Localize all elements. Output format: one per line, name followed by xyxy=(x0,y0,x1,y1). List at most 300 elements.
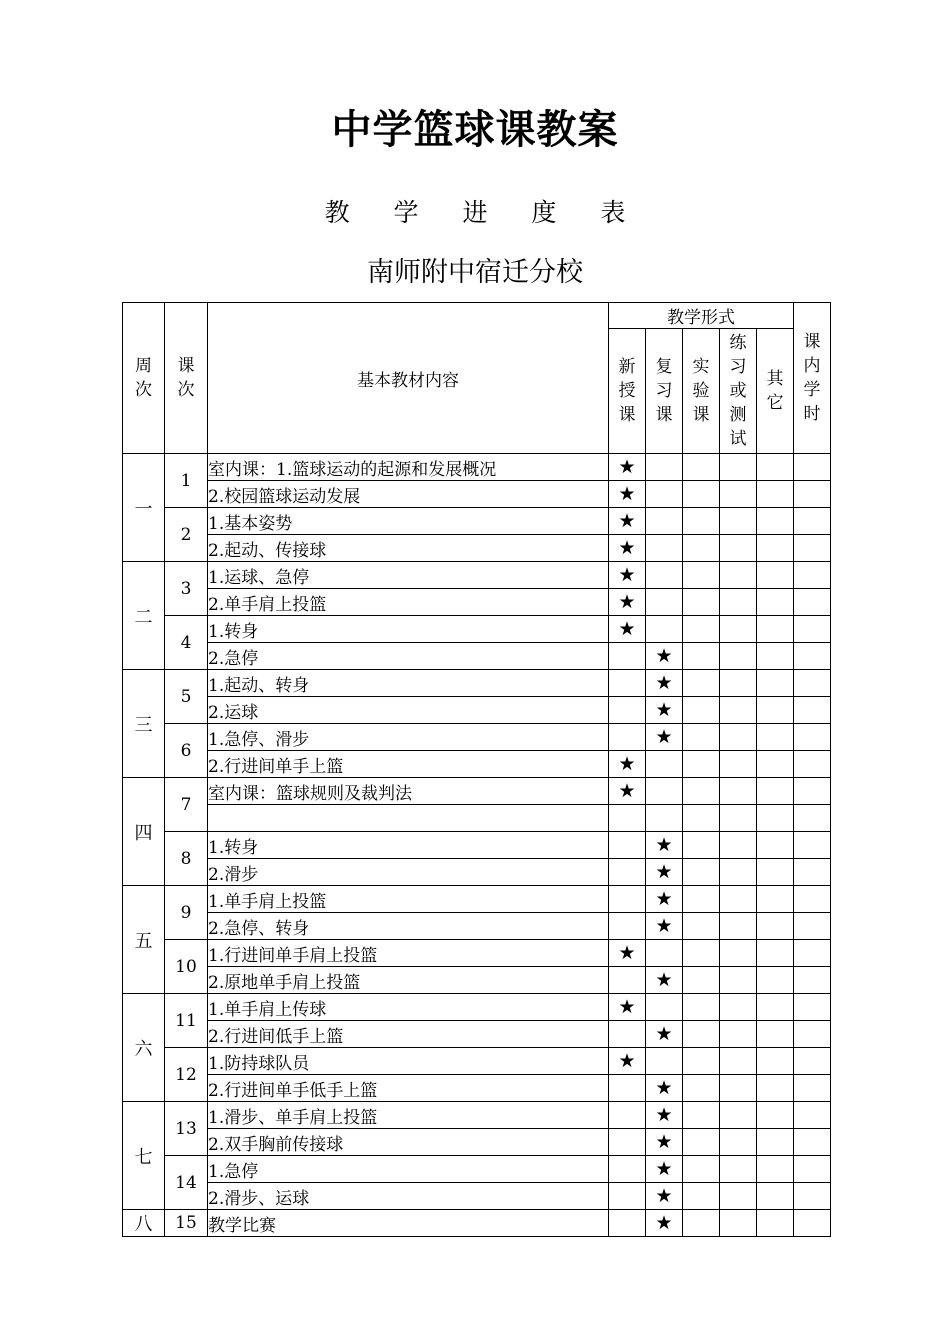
form-mark-cell xyxy=(646,616,683,643)
class-hours-cell xyxy=(794,697,831,724)
form-mark-cell xyxy=(646,967,683,994)
class-hours-cell xyxy=(794,805,831,832)
class-hours-cell xyxy=(794,562,831,589)
form-mark-cell xyxy=(720,670,757,697)
lesson-number-cell: 12 xyxy=(165,1048,208,1102)
page-title: 中学篮球课教案 xyxy=(331,107,619,153)
form-mark-cell xyxy=(720,859,757,886)
star-mark-icon: ★ xyxy=(655,1076,673,1099)
class-hours-cell xyxy=(794,832,831,859)
form-mark-cell xyxy=(720,1102,757,1129)
form-mark-cell xyxy=(757,967,794,994)
form-mark-cell xyxy=(646,1102,683,1129)
vertical-header-text: 练 习 或 测 试 xyxy=(729,333,747,449)
form-mark-cell xyxy=(609,1075,646,1102)
star-mark-icon: ★ xyxy=(655,644,673,667)
form-mark-cell xyxy=(609,508,646,535)
table-body xyxy=(123,454,831,1237)
class-hours-cell xyxy=(794,1183,831,1210)
form-mark-cell xyxy=(683,1183,720,1210)
form-mark-cell xyxy=(609,724,646,751)
form-mark-cell xyxy=(683,1075,720,1102)
class-hours-cell xyxy=(794,535,831,562)
form-mark-cell xyxy=(720,697,757,724)
lesson-number-cell: 5 xyxy=(165,670,208,724)
form-mark-cell xyxy=(646,589,683,616)
form-mark-cell xyxy=(609,913,646,940)
star-mark-icon: ★ xyxy=(655,1211,673,1234)
class-hours-cell xyxy=(794,508,831,535)
form-mark-cell xyxy=(757,697,794,724)
content-cell: 2.急停、转身 xyxy=(208,913,609,940)
content-cell: 2.单手肩上投篮 xyxy=(208,589,609,616)
content-cell: 1.单手肩上传球 xyxy=(208,994,609,1021)
lesson-number-cell: 3 xyxy=(165,562,208,616)
lesson-number-cell: 8 xyxy=(165,832,208,886)
form-mark-cell xyxy=(720,481,757,508)
form-mark-cell xyxy=(609,454,646,481)
form-mark-cell xyxy=(646,562,683,589)
content-cell: 2.双手胸前传接球 xyxy=(208,1129,609,1156)
form-mark-cell xyxy=(646,940,683,967)
content-cell: 教学比赛 xyxy=(208,1210,609,1237)
content-cell: 1.基本姿势 xyxy=(208,508,609,535)
content-cell: 2.行进间单手上篮 xyxy=(208,751,609,778)
week-cell: 五 xyxy=(123,886,165,994)
table-row xyxy=(123,1075,831,1102)
form-mark-cell xyxy=(720,940,757,967)
vertical-header-text: 实 验 课 xyxy=(692,357,710,425)
form-mark-cell xyxy=(646,1210,683,1237)
form-mark-cell xyxy=(609,1021,646,1048)
form-mark-cell xyxy=(720,454,757,481)
lesson-number-cell: 11 xyxy=(165,994,208,1048)
form-mark-cell xyxy=(646,724,683,751)
form-mark-cell xyxy=(720,535,757,562)
vertical-header-text: 周 次 xyxy=(135,356,152,400)
form-mark-cell xyxy=(720,1048,757,1075)
table-row xyxy=(123,1129,831,1156)
form-mark-cell xyxy=(757,1021,794,1048)
content-cell: 2.运球 xyxy=(208,697,609,724)
teaching-schedule-table xyxy=(122,302,831,1237)
form-mark-cell xyxy=(646,535,683,562)
form-mark-cell xyxy=(646,697,683,724)
form-mark-cell xyxy=(720,643,757,670)
form-mark-cell xyxy=(683,1210,720,1237)
table-header xyxy=(123,303,831,454)
form-mark-cell xyxy=(720,1210,757,1237)
form-mark-cell xyxy=(720,508,757,535)
content-cell: 1.转身 xyxy=(208,616,609,643)
form-mark-cell xyxy=(683,454,720,481)
class-hours-cell xyxy=(794,913,831,940)
form-mark-cell xyxy=(757,454,794,481)
table-row xyxy=(123,1210,831,1237)
table-row xyxy=(123,589,831,616)
form-mark-cell xyxy=(646,1048,683,1075)
form-mark-cell xyxy=(757,508,794,535)
class-hours-cell xyxy=(794,724,831,751)
form-mark-cell xyxy=(757,913,794,940)
table-row xyxy=(123,886,831,913)
lesson-number-cell: 15 xyxy=(165,1210,208,1237)
content-cell: 2.原地单手肩上投篮 xyxy=(208,967,609,994)
form-mark-cell xyxy=(609,643,646,670)
class-hours-cell xyxy=(794,886,831,913)
vertical-header-text: 课 内 学 时 xyxy=(803,332,821,424)
week-cell: 四 xyxy=(123,778,165,886)
form-mark-cell xyxy=(757,886,794,913)
star-mark-icon: ★ xyxy=(655,968,673,991)
class-hours-cell xyxy=(794,1048,831,1075)
class-hours-cell xyxy=(794,454,831,481)
form-mark-cell xyxy=(757,1210,794,1237)
form-mark-cell xyxy=(646,508,683,535)
table-row xyxy=(123,535,831,562)
form-mark-cell xyxy=(757,1075,794,1102)
form-mark-cell xyxy=(757,616,794,643)
form-mark-cell xyxy=(720,616,757,643)
form-mark-cell xyxy=(646,1129,683,1156)
form-mark-cell xyxy=(720,886,757,913)
form-mark-cell xyxy=(683,805,720,832)
table-row xyxy=(123,454,831,481)
lesson-number-cell: 10 xyxy=(165,940,208,994)
form-mark-cell xyxy=(646,1156,683,1183)
header-content: 基本教材内容 xyxy=(208,303,609,454)
form-mark-cell xyxy=(720,832,757,859)
form-mark-cell xyxy=(757,832,794,859)
form-mark-cell xyxy=(609,616,646,643)
form-mark-cell xyxy=(646,643,683,670)
table-row xyxy=(123,562,831,589)
table-row xyxy=(123,778,831,805)
form-mark-cell xyxy=(609,751,646,778)
form-mark-cell xyxy=(720,724,757,751)
form-mark-cell xyxy=(720,1156,757,1183)
star-mark-icon: ★ xyxy=(618,563,636,586)
table-row xyxy=(123,481,831,508)
form-mark-cell xyxy=(683,1021,720,1048)
star-mark-icon: ★ xyxy=(655,725,673,748)
form-mark-cell xyxy=(683,697,720,724)
form-mark-cell xyxy=(720,805,757,832)
star-mark-icon: ★ xyxy=(618,455,636,478)
star-mark-icon: ★ xyxy=(655,1022,673,1045)
lesson-number-cell: 4 xyxy=(165,616,208,670)
form-mark-cell xyxy=(609,859,646,886)
content-cell xyxy=(208,805,609,832)
star-mark-icon: ★ xyxy=(618,779,636,802)
content-cell: 2.校园篮球运动发展 xyxy=(208,481,609,508)
class-hours-cell xyxy=(794,1129,831,1156)
form-mark-cell xyxy=(683,724,720,751)
form-mark-cell xyxy=(683,994,720,1021)
vertical-header-text: 复 习 课 xyxy=(655,357,673,425)
form-mark-cell xyxy=(609,1129,646,1156)
form-mark-cell xyxy=(720,778,757,805)
form-mark-cell xyxy=(757,1183,794,1210)
lesson-number-cell: 14 xyxy=(165,1156,208,1210)
form-mark-cell xyxy=(683,481,720,508)
content-cell: 1.转身 xyxy=(208,832,609,859)
class-hours-cell xyxy=(794,778,831,805)
form-mark-cell xyxy=(720,562,757,589)
star-mark-icon: ★ xyxy=(618,482,636,505)
form-mark-cell xyxy=(683,535,720,562)
form-mark-cell xyxy=(683,1129,720,1156)
form-mark-cell xyxy=(646,994,683,1021)
form-mark-cell xyxy=(757,751,794,778)
form-mark-cell xyxy=(720,1129,757,1156)
table-row xyxy=(123,616,831,643)
form-mark-cell xyxy=(757,940,794,967)
star-mark-icon: ★ xyxy=(618,617,636,640)
form-mark-cell xyxy=(757,859,794,886)
class-hours-cell xyxy=(794,994,831,1021)
form-mark-cell xyxy=(720,589,757,616)
content-cell: 1.单手肩上投篮 xyxy=(208,886,609,913)
form-mark-cell xyxy=(757,994,794,1021)
star-mark-icon: ★ xyxy=(618,752,636,775)
lesson-number-cell: 2 xyxy=(165,508,208,562)
star-mark-icon: ★ xyxy=(618,590,636,613)
class-hours-cell xyxy=(794,643,831,670)
form-mark-cell xyxy=(609,562,646,589)
form-mark-cell xyxy=(757,643,794,670)
table-row xyxy=(123,697,831,724)
form-mark-cell xyxy=(683,832,720,859)
form-mark-cell xyxy=(646,778,683,805)
form-mark-cell xyxy=(683,616,720,643)
table-row xyxy=(123,832,831,859)
vertical-header-text: 其 它 xyxy=(766,369,784,413)
class-hours-cell xyxy=(794,751,831,778)
form-mark-cell xyxy=(609,670,646,697)
form-mark-cell xyxy=(646,832,683,859)
form-mark-cell xyxy=(609,994,646,1021)
vertical-header-text: 新 授 课 xyxy=(618,357,636,425)
form-mark-cell xyxy=(720,1021,757,1048)
table-row xyxy=(123,724,831,751)
table-row xyxy=(123,940,831,967)
form-mark-cell xyxy=(683,1102,720,1129)
form-mark-cell xyxy=(757,1102,794,1129)
form-mark-cell xyxy=(646,859,683,886)
class-hours-cell xyxy=(794,1102,831,1129)
form-mark-cell xyxy=(757,805,794,832)
star-mark-icon: ★ xyxy=(655,833,673,856)
form-mark-cell xyxy=(720,994,757,1021)
form-mark-cell xyxy=(609,697,646,724)
form-mark-cell xyxy=(683,562,720,589)
star-mark-icon: ★ xyxy=(655,1130,673,1153)
content-cell: 1.运球、急停 xyxy=(208,562,609,589)
form-mark-cell xyxy=(609,805,646,832)
header-lesson xyxy=(165,303,208,454)
header-form-new xyxy=(609,329,646,454)
form-mark-cell xyxy=(646,805,683,832)
star-mark-icon: ★ xyxy=(618,995,636,1018)
lesson-number-cell: 1 xyxy=(165,454,208,508)
lesson-number-cell: 13 xyxy=(165,1102,208,1156)
table-row xyxy=(123,859,831,886)
content-cell: 1.行进间单手肩上投篮 xyxy=(208,940,609,967)
class-hours-cell xyxy=(794,1156,831,1183)
class-hours-cell xyxy=(794,589,831,616)
form-mark-cell xyxy=(683,751,720,778)
content-cell: 1.起动、转身 xyxy=(208,670,609,697)
form-mark-cell xyxy=(646,1183,683,1210)
form-mark-cell xyxy=(757,670,794,697)
form-mark-cell xyxy=(720,751,757,778)
star-mark-icon: ★ xyxy=(655,887,673,910)
form-mark-cell xyxy=(683,859,720,886)
table-row xyxy=(123,1048,831,1075)
star-mark-icon: ★ xyxy=(655,698,673,721)
content-cell: 2.行进间单手低手上篮 xyxy=(208,1075,609,1102)
form-mark-cell xyxy=(757,562,794,589)
star-mark-icon: ★ xyxy=(618,1049,636,1072)
form-mark-cell xyxy=(720,967,757,994)
star-mark-icon: ★ xyxy=(655,1103,673,1126)
form-mark-cell xyxy=(683,1156,720,1183)
form-mark-cell xyxy=(609,481,646,508)
header-form-other xyxy=(757,329,794,454)
form-mark-cell xyxy=(646,1021,683,1048)
form-mark-cell xyxy=(609,940,646,967)
class-hours-cell xyxy=(794,670,831,697)
form-mark-cell xyxy=(683,1048,720,1075)
schedule-subtitle: 教 学 进 度 表 xyxy=(324,198,644,227)
star-mark-icon: ★ xyxy=(618,536,636,559)
form-mark-cell xyxy=(757,481,794,508)
star-mark-icon: ★ xyxy=(618,941,636,964)
star-mark-icon: ★ xyxy=(655,914,673,937)
form-mark-cell xyxy=(683,967,720,994)
header-form-practice xyxy=(720,329,757,454)
form-mark-cell xyxy=(646,481,683,508)
class-hours-cell xyxy=(794,1075,831,1102)
form-mark-cell xyxy=(646,913,683,940)
form-mark-cell xyxy=(609,535,646,562)
week-cell: 六 xyxy=(123,994,165,1102)
form-mark-cell xyxy=(683,643,720,670)
content-cell: 2.行进间低手上篮 xyxy=(208,1021,609,1048)
content-cell: 1.急停 xyxy=(208,1156,609,1183)
table-row xyxy=(123,994,831,1021)
week-cell: 七 xyxy=(123,1102,165,1210)
content-cell: 1.防持球队员 xyxy=(208,1048,609,1075)
class-hours-cell xyxy=(794,967,831,994)
form-mark-cell xyxy=(609,589,646,616)
class-hours-cell xyxy=(794,940,831,967)
lesson-number-cell: 7 xyxy=(165,778,208,832)
content-cell: 室内课：篮球规则及裁判法 xyxy=(208,778,609,805)
table-row xyxy=(123,508,831,535)
form-mark-cell xyxy=(683,940,720,967)
vertical-header-text: 课 次 xyxy=(177,356,195,400)
form-mark-cell xyxy=(609,967,646,994)
content-cell: 室内课：1.篮球运动的起源和发展概况 xyxy=(208,454,609,481)
content-cell: 2.起动、传接球 xyxy=(208,535,609,562)
week-cell: 八 xyxy=(123,1210,165,1237)
class-hours-cell xyxy=(794,1021,831,1048)
form-mark-cell xyxy=(683,508,720,535)
content-cell: 2.滑步、运球 xyxy=(208,1183,609,1210)
form-mark-cell xyxy=(683,913,720,940)
form-mark-cell xyxy=(646,670,683,697)
form-mark-cell xyxy=(609,832,646,859)
table-row xyxy=(123,913,831,940)
content-cell: 2.急停 xyxy=(208,643,609,670)
form-mark-cell xyxy=(646,886,683,913)
form-mark-cell xyxy=(609,1102,646,1129)
star-mark-icon: ★ xyxy=(655,671,673,694)
form-mark-cell xyxy=(757,1048,794,1075)
class-hours-cell xyxy=(794,616,831,643)
week-cell: 二 xyxy=(123,562,165,670)
table-row xyxy=(123,751,831,778)
table-row xyxy=(123,1102,831,1129)
form-mark-cell xyxy=(646,1075,683,1102)
table-row xyxy=(123,1156,831,1183)
table-row xyxy=(123,805,831,832)
school-name: 南师附中宿迁分校 xyxy=(367,257,583,288)
form-mark-cell xyxy=(757,1129,794,1156)
star-mark-icon: ★ xyxy=(655,1184,673,1207)
form-mark-cell xyxy=(720,913,757,940)
content-cell: 2.滑步 xyxy=(208,859,609,886)
content-cell: 1.急停、滑步 xyxy=(208,724,609,751)
star-mark-icon: ★ xyxy=(618,509,636,532)
table-row xyxy=(123,1021,831,1048)
form-mark-cell xyxy=(609,1048,646,1075)
form-mark-cell xyxy=(757,589,794,616)
form-mark-cell xyxy=(720,1075,757,1102)
form-mark-cell xyxy=(757,724,794,751)
lesson-number-cell: 9 xyxy=(165,886,208,940)
header-teaching-form: 教学形式 xyxy=(609,303,794,329)
class-hours-cell xyxy=(794,1210,831,1237)
form-mark-cell xyxy=(683,886,720,913)
content-cell: 1.滑步、单手肩上投篮 xyxy=(208,1102,609,1129)
form-mark-cell xyxy=(683,589,720,616)
week-cell: 一 xyxy=(123,454,165,562)
header-class-hours xyxy=(794,303,831,454)
lesson-number-cell: 6 xyxy=(165,724,208,778)
table-row xyxy=(123,967,831,994)
form-mark-cell xyxy=(757,1156,794,1183)
form-mark-cell xyxy=(646,751,683,778)
class-hours-cell xyxy=(794,481,831,508)
header-form-experiment xyxy=(683,329,720,454)
form-mark-cell xyxy=(609,1183,646,1210)
form-mark-cell xyxy=(609,1156,646,1183)
form-mark-cell xyxy=(683,778,720,805)
table-row xyxy=(123,643,831,670)
form-mark-cell xyxy=(720,1183,757,1210)
week-cell: 三 xyxy=(123,670,165,778)
form-mark-cell xyxy=(757,535,794,562)
table-row xyxy=(123,1183,831,1210)
form-mark-cell xyxy=(609,886,646,913)
form-mark-cell xyxy=(683,670,720,697)
header-week xyxy=(123,303,165,454)
star-mark-icon: ★ xyxy=(655,860,673,883)
form-mark-cell xyxy=(646,454,683,481)
